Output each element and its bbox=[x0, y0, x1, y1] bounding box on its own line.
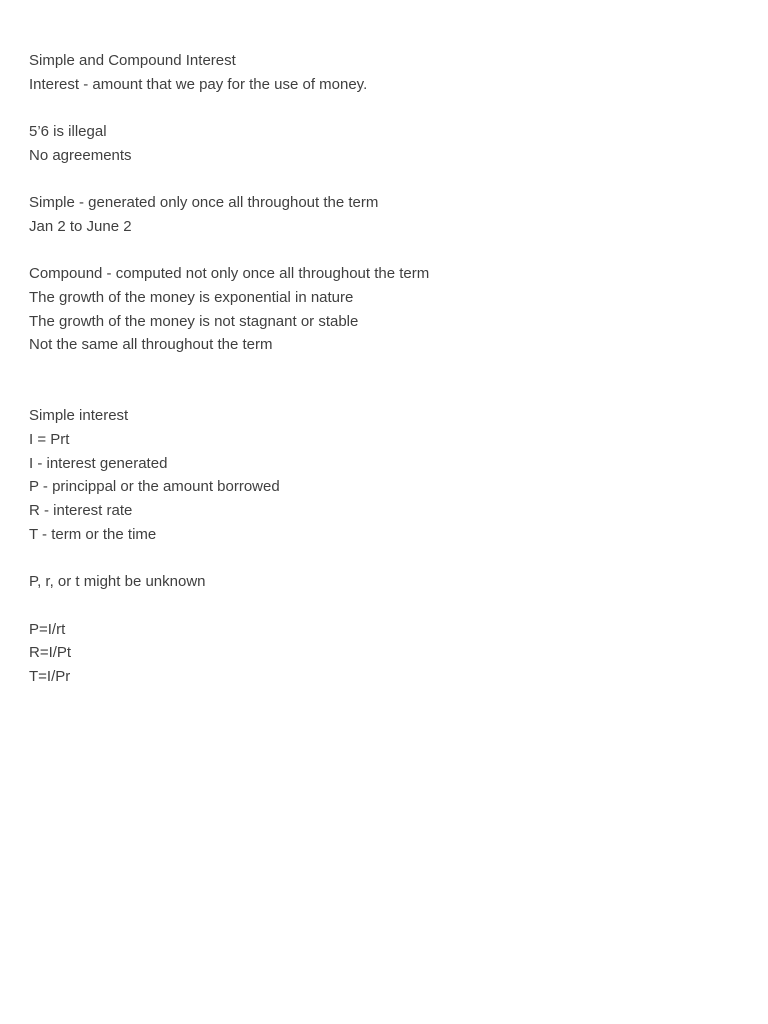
note-line: The growth of the money is exponential in nature bbox=[29, 288, 354, 306]
note-line: T=I/Pr bbox=[29, 667, 71, 685]
note-line: P - princippal or the amount borrowed bbox=[29, 478, 280, 496]
note-line: R=I/Pt bbox=[29, 644, 72, 662]
note-line: I - interest generated bbox=[29, 454, 168, 472]
note-line: P=I/rt bbox=[29, 620, 66, 638]
note-line: No agreements bbox=[29, 146, 132, 164]
blank-line bbox=[29, 546, 729, 570]
note-line: Interest - amount that we pay for the use of money. bbox=[29, 75, 368, 93]
note-line: R - interest rate bbox=[29, 502, 133, 520]
blank-line bbox=[29, 239, 729, 263]
note-line: Simple - generated only once all throughout the term bbox=[29, 194, 379, 212]
note-line: The growth of the money is not stagnant or stable bbox=[29, 312, 359, 330]
note-line: Jan 2 to June 2 bbox=[29, 217, 132, 235]
blank-line bbox=[29, 357, 729, 381]
blank-line bbox=[29, 167, 729, 191]
blank-line bbox=[29, 594, 729, 618]
note-line: P, r, or t might be unknown bbox=[29, 573, 206, 591]
note-line: Compound - computed not only once all throughout the term bbox=[29, 265, 430, 283]
note-body[interactable] bbox=[29, 49, 729, 689]
note-line: I = Prt bbox=[29, 431, 70, 448]
note-line: 5’6 is illegal bbox=[29, 123, 107, 141]
note-line: T - term or the time bbox=[29, 525, 157, 543]
blank-line bbox=[29, 96, 729, 120]
note-line: Simple interest bbox=[29, 407, 129, 425]
blank-line bbox=[29, 381, 729, 405]
note-title: Simple and Compound Interest bbox=[29, 52, 236, 69]
note-line: Not the same all throughout the term bbox=[29, 336, 273, 354]
